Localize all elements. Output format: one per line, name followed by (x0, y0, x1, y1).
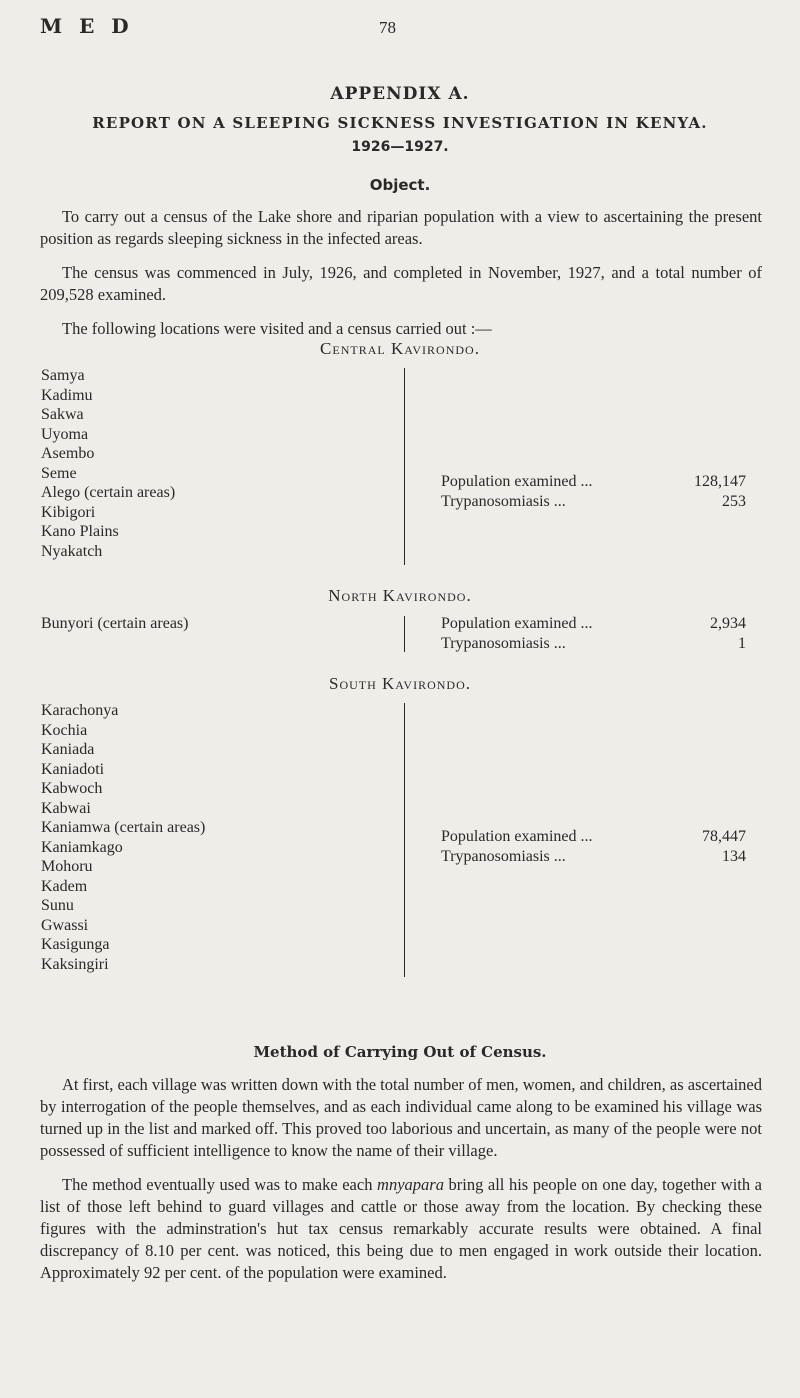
list-item: Kaniada (41, 741, 95, 758)
method-heading: Method of Carrying Out of Census. (253, 1043, 547, 1061)
trypanosomiasis-label: Trypanosomiasis ... (441, 493, 566, 510)
list-item: Kaniamwa (certain areas) (41, 819, 206, 836)
central-stats (441, 472, 746, 512)
south-stats (441, 827, 746, 867)
method-paragraph-1: At first, each village was written down with the total number of men, women, and children, as ascertained by interrogation of the people themselves, and as each individual came along to be examined his village was turned up in the list and marked off. This proved too laborious and uncertain, as many of the people were not possessed of sufficient intelligence to know the name of their village. (40, 1075, 762, 1160)
trypanosomiasis-value: 1 (738, 635, 746, 652)
list-item: Kasigunga (41, 936, 110, 953)
list-item: Kaksingiri (41, 955, 109, 973)
report-title: REPORT ON A SLEEPING SICKNESS INVESTIGATION IN KENYA. (92, 114, 708, 132)
population-value: 128,147 (694, 473, 746, 490)
intro-paragraphs (40, 206, 762, 340)
list-item: Uyoma (41, 425, 89, 443)
central-location-list (41, 366, 175, 561)
list-item: Karachonya (41, 702, 119, 719)
list-item: Gwassi (41, 916, 89, 934)
method-paragraph-2: The method eventually used was to make each mnyapara bring all his people on one day, together with a list of those left behind to guard villages and cattle or those away from the location. By checking these figures with the adminstration's hut tax census remarkably accurate results were obtained. A final discrepancy of 8.10 per cent. was noticed, this being due to men engaged in work outside their location. Approximately 92 per cent. of the population were examined. (40, 1175, 763, 1282)
intro-paragraph-1: To carry out a census of the Lake shore and riparian population with a view to ascertaining the present position as regards sleeping sickness in the infected areas. (40, 207, 762, 248)
list-item: Seme (41, 464, 77, 482)
south-kavirondo-heading: South Kavirondo. (328, 674, 471, 693)
trypanosomiasis-value: 253 (722, 493, 746, 510)
list-item: Kadem (41, 877, 88, 895)
list-item: Kabwai (41, 799, 91, 817)
population-label: Population examined ... (441, 828, 593, 845)
report-years: 1926—1927. (351, 139, 449, 155)
population-value: 2,934 (710, 615, 746, 632)
north-kavirondo-heading: North Kavirondo. (328, 586, 472, 605)
object-heading: Object. (369, 176, 431, 194)
north-stats (441, 614, 746, 654)
south-bracket (398, 703, 405, 977)
central-bracket (398, 368, 405, 565)
appendix-title: APPENDIX A. (330, 84, 470, 104)
population-label: Population examined ... (441, 615, 593, 632)
page-number: 78 (379, 18, 396, 37)
list-item: Alego (certain areas) (41, 484, 176, 501)
intro-paragraph-3: The following locations were visited and a census carried out :— (62, 319, 492, 338)
mnyapara-term: mnyapara (377, 1175, 444, 1194)
population-label: Population examined ... (441, 473, 593, 490)
north-location-list (41, 614, 188, 634)
running-title: M E D (40, 14, 134, 38)
list-item: Kano Plains (41, 523, 119, 540)
list-item: Kaniadoti (41, 760, 105, 778)
trypanosomiasis-label: Trypanosomiasis ... (441, 635, 566, 652)
list-item: Samya (41, 367, 85, 384)
list-item: Mohoru (41, 858, 93, 875)
trypanosomiasis-value: 134 (722, 848, 746, 865)
list-item: Sunu (41, 897, 74, 914)
list-item: Kochia (41, 721, 88, 739)
method-paragraphs (40, 1074, 762, 1284)
list-item: Kabwoch (41, 780, 103, 797)
north-bracket (398, 616, 405, 652)
list-item: Kibigori (41, 503, 96, 521)
list-item: Kaniamkago (41, 838, 123, 856)
trypanosomiasis-label: Trypanosomiasis ... (441, 848, 566, 865)
list-item: Bunyori (certain areas) (41, 615, 189, 632)
list-item: Nyakatch (41, 542, 103, 560)
intro-paragraph-2: The census was commenced in July, 1926, and completed in November, 1927, and a total number of 209,528 examined. (40, 263, 762, 304)
list-item: Asembo (41, 445, 95, 462)
list-item: Kadimu (41, 386, 93, 404)
population-value: 78,447 (702, 828, 746, 845)
central-kavirondo-heading: Central Kavirondo. (320, 339, 480, 358)
south-location-list (41, 701, 205, 974)
list-item: Sakwa (41, 406, 84, 423)
